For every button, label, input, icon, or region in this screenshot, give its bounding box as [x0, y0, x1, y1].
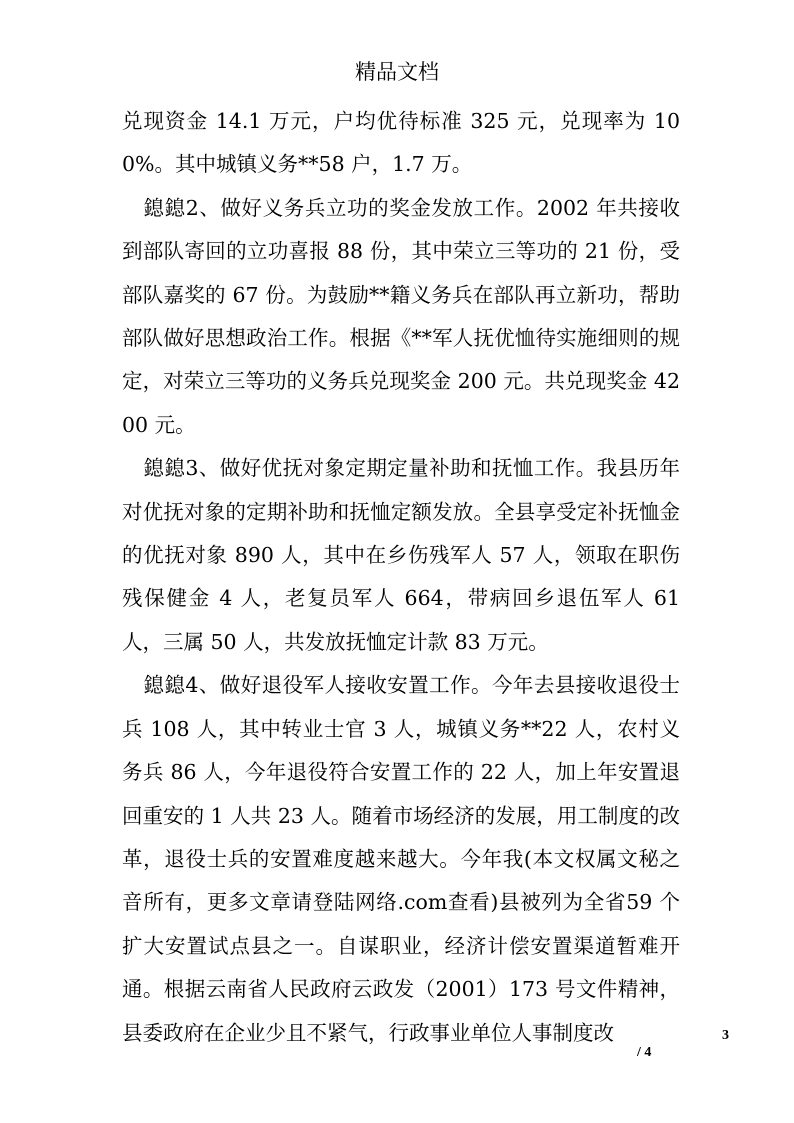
page-total: / 4	[637, 1045, 652, 1060]
paragraph-3: 鎴鎴3、做好优抚对象定期定量补助和抚恤工作。我县历年对优抚对象的定期补助和抚恤定额发放。全县享受定补抚恤金的优抚对象 890 人，其中在乡伤残军人 57 人，领取在职伤残保健金 4 人，老复员军人 664，带病回乡退伍军人 61 人，三属 50 人，共发放抚恤定计款 83 万元。	[122, 456, 680, 654]
page-header-title: 精品文档	[355, 60, 439, 84]
paragraph-2: 鎴鎴2、做好义务兵立功的奖金发放工作。2002 年共接收到部队寄回的立功喜报 88 份，其中荣立三等功的 21 份，受部队嘉奖的 67 份。为鼓励**籍义务兵在部队再立新功，帮助部队做好思想政治工作。根据《**军人抚优恤待实施细则的规定，对荣立三等功的义务兵兑现奖金 200 元。共兑现奖金 4200 元。	[122, 195, 680, 437]
page-number: 3	[722, 1028, 729, 1043]
paragraph-1: 兑现资金 14.1 万元，户均优待标准 325 元，兑现率为 100%。其中城镇义务**58 户，1.7 万。	[122, 109, 680, 177]
document-body	[122, 100, 680, 1055]
paragraph-4: 鎴鎴4、做好退役军人接收安置工作。今年去县接收退役士兵 108 人，其中转业士官 3 人，城镇义务**22 人，农村义务兵 86 人，今年退役符合安置工作的 22 人，加上年安置退回重安的 1 人共 23 人。随着市场经济的发展，用工制度的改革，退役士兵的安置难度越来越大。今年我(本文权属文秘之音所有，更多文章请登陆网络.com查看)县被列为全省59 个扩大安置试点县之一。自谋职业，经济计偿安置渠道暂难开通。根据云南省人民政府云政发（2001）173 号文件精神，县委政府在企业少且不紧气，行政事业单位人事制度改	[122, 673, 680, 1045]
